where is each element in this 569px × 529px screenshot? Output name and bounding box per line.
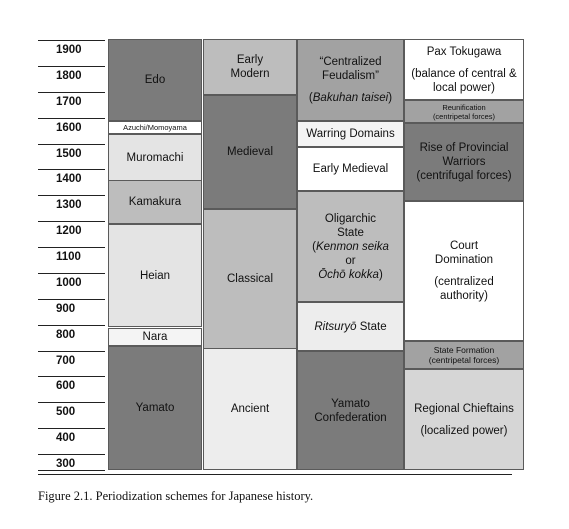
year-label: 1000: [56, 276, 82, 289]
period-label-line: Yamato: [331, 397, 370, 410]
period-label-line: Nara: [142, 331, 168, 343]
axis-tick-line: [38, 66, 105, 67]
year-label: 300: [56, 458, 76, 471]
period-block: [297, 191, 404, 302]
period-block: [108, 328, 202, 346]
period-block: [297, 121, 404, 147]
year-label: 1800: [56, 70, 82, 82]
period-label-line: Regional Chieftains: [414, 402, 514, 415]
year-label: 500: [56, 406, 76, 419]
year-label: 1200: [56, 225, 82, 238]
period-block: [203, 39, 297, 95]
year-label: 1500: [56, 147, 82, 160]
period-label-line: Heian: [139, 269, 171, 282]
year-label: 1700: [56, 95, 82, 108]
period-label-line: Classical: [226, 273, 273, 285]
period-block: [404, 100, 524, 123]
year-label: 1900: [56, 44, 82, 57]
label-text: (: [308, 92, 313, 104]
axis-tick-line: [38, 273, 105, 274]
period-block: [297, 39, 404, 121]
label-text: (: [312, 240, 316, 253]
period-label-line: local power): [433, 81, 495, 94]
period-label-line: Muromachi: [126, 151, 184, 164]
year-label: 1300: [56, 199, 82, 212]
period-block: [404, 201, 524, 341]
axis-tick-line: [38, 402, 105, 403]
axis-tick-line: [38, 454, 105, 455]
label-text: State: [356, 320, 387, 333]
period-label-line: or: [345, 254, 356, 267]
period-label-line: Yamato: [135, 402, 175, 414]
figure-caption: Figure 2.1. Periodization schemes for Japanese history.: [38, 489, 314, 503]
axis-tick-line: [38, 195, 105, 196]
italic-term: Ōchō kokka: [318, 268, 379, 281]
year-label: 400: [56, 432, 76, 445]
italic-term: Bakuhan taisei: [312, 92, 389, 104]
period-block: [297, 302, 404, 351]
period-label-line: Pax Tokugawa: [426, 45, 502, 58]
period-block: [404, 369, 524, 470]
label-text: ): [388, 92, 393, 104]
period-block: [297, 351, 404, 470]
axis-tick-line: [38, 92, 105, 93]
axis-tick-line: [38, 221, 105, 222]
period-label-line: Azuchi/Momoyama: [123, 123, 187, 132]
year-label: 1600: [56, 121, 82, 134]
period-label-line: (balance of central &: [411, 67, 517, 80]
period-label-line: Kamakura: [128, 196, 182, 208]
axis-tick-line: [38, 40, 105, 41]
period-label-line: (centralized: [434, 276, 494, 288]
period-label-line: “Centralized: [319, 56, 382, 68]
axis-tick-line: [38, 351, 105, 352]
period-label-line: Ancient: [230, 403, 270, 415]
period-label-line: Oligarchic: [324, 212, 377, 225]
period-label-line: (centripetal forces): [428, 355, 500, 365]
period-label-line: State: [337, 226, 364, 239]
period-label-line: Warriors: [442, 156, 486, 168]
year-label: 900: [56, 302, 76, 315]
axis-tick-line: [38, 118, 105, 119]
axis-tick-line: [38, 144, 105, 145]
period-label-line: Court: [449, 240, 479, 252]
period-label-line: Edo: [144, 74, 166, 86]
period-block: [108, 134, 202, 181]
axis-tick-line: [38, 299, 105, 300]
period-label-line: [312, 240, 389, 254]
period-block: [108, 346, 202, 470]
period-label-line: Confederation: [314, 411, 387, 424]
period-label-line: Modern: [230, 68, 270, 80]
period-block: [404, 341, 524, 369]
period-block: [108, 224, 202, 327]
axis-tick-line: [38, 247, 105, 248]
period-block: [203, 95, 297, 209]
period-label-line: (centrifugal forces): [416, 170, 512, 182]
period-label-line: (localized power): [420, 424, 508, 437]
period-block: [404, 39, 524, 100]
year-label: 600: [56, 380, 76, 393]
period-label-line: Reunification: [442, 102, 486, 112]
period-block: [297, 147, 404, 191]
label-text: ): [378, 268, 383, 281]
period-label-line: Feudalism”: [322, 70, 379, 82]
period-label-line: Medieval: [226, 146, 274, 158]
period-label-line: (centripetal forces): [432, 111, 496, 121]
period-block: [404, 123, 524, 201]
period-block: [203, 209, 297, 349]
period-block: [108, 180, 202, 224]
period-label-line: [309, 91, 392, 105]
period-label-line: [314, 320, 386, 334]
italic-term: Ritsuryō: [314, 320, 357, 333]
axis-tick-line: [38, 428, 105, 429]
axis-tick-line: [38, 169, 105, 170]
year-label: 800: [56, 328, 76, 341]
year-label: 700: [56, 354, 76, 367]
axis-tick-line: [38, 325, 105, 326]
year-label: 1100: [56, 251, 81, 264]
italic-term: Kenmon seika: [315, 240, 389, 253]
period-label-line: Early Medieval: [312, 163, 389, 175]
axis-tick-line: [38, 470, 105, 471]
period-label-line: authority): [440, 290, 488, 302]
period-label-line: Early: [236, 54, 264, 66]
period-label-line: [318, 268, 383, 282]
period-block: [108, 39, 202, 121]
period-label-line: State Formation: [433, 345, 495, 355]
period-label-line: Warring Domains: [306, 128, 395, 140]
period-block: [108, 121, 202, 134]
axis-tick-line: [38, 376, 105, 377]
year-label: 1400: [56, 173, 82, 186]
period-label-line: Rise of Provincial: [419, 142, 509, 154]
period-label-line: Domination: [434, 254, 494, 266]
period-block: [203, 348, 297, 470]
bottom-rule: [38, 474, 512, 475]
